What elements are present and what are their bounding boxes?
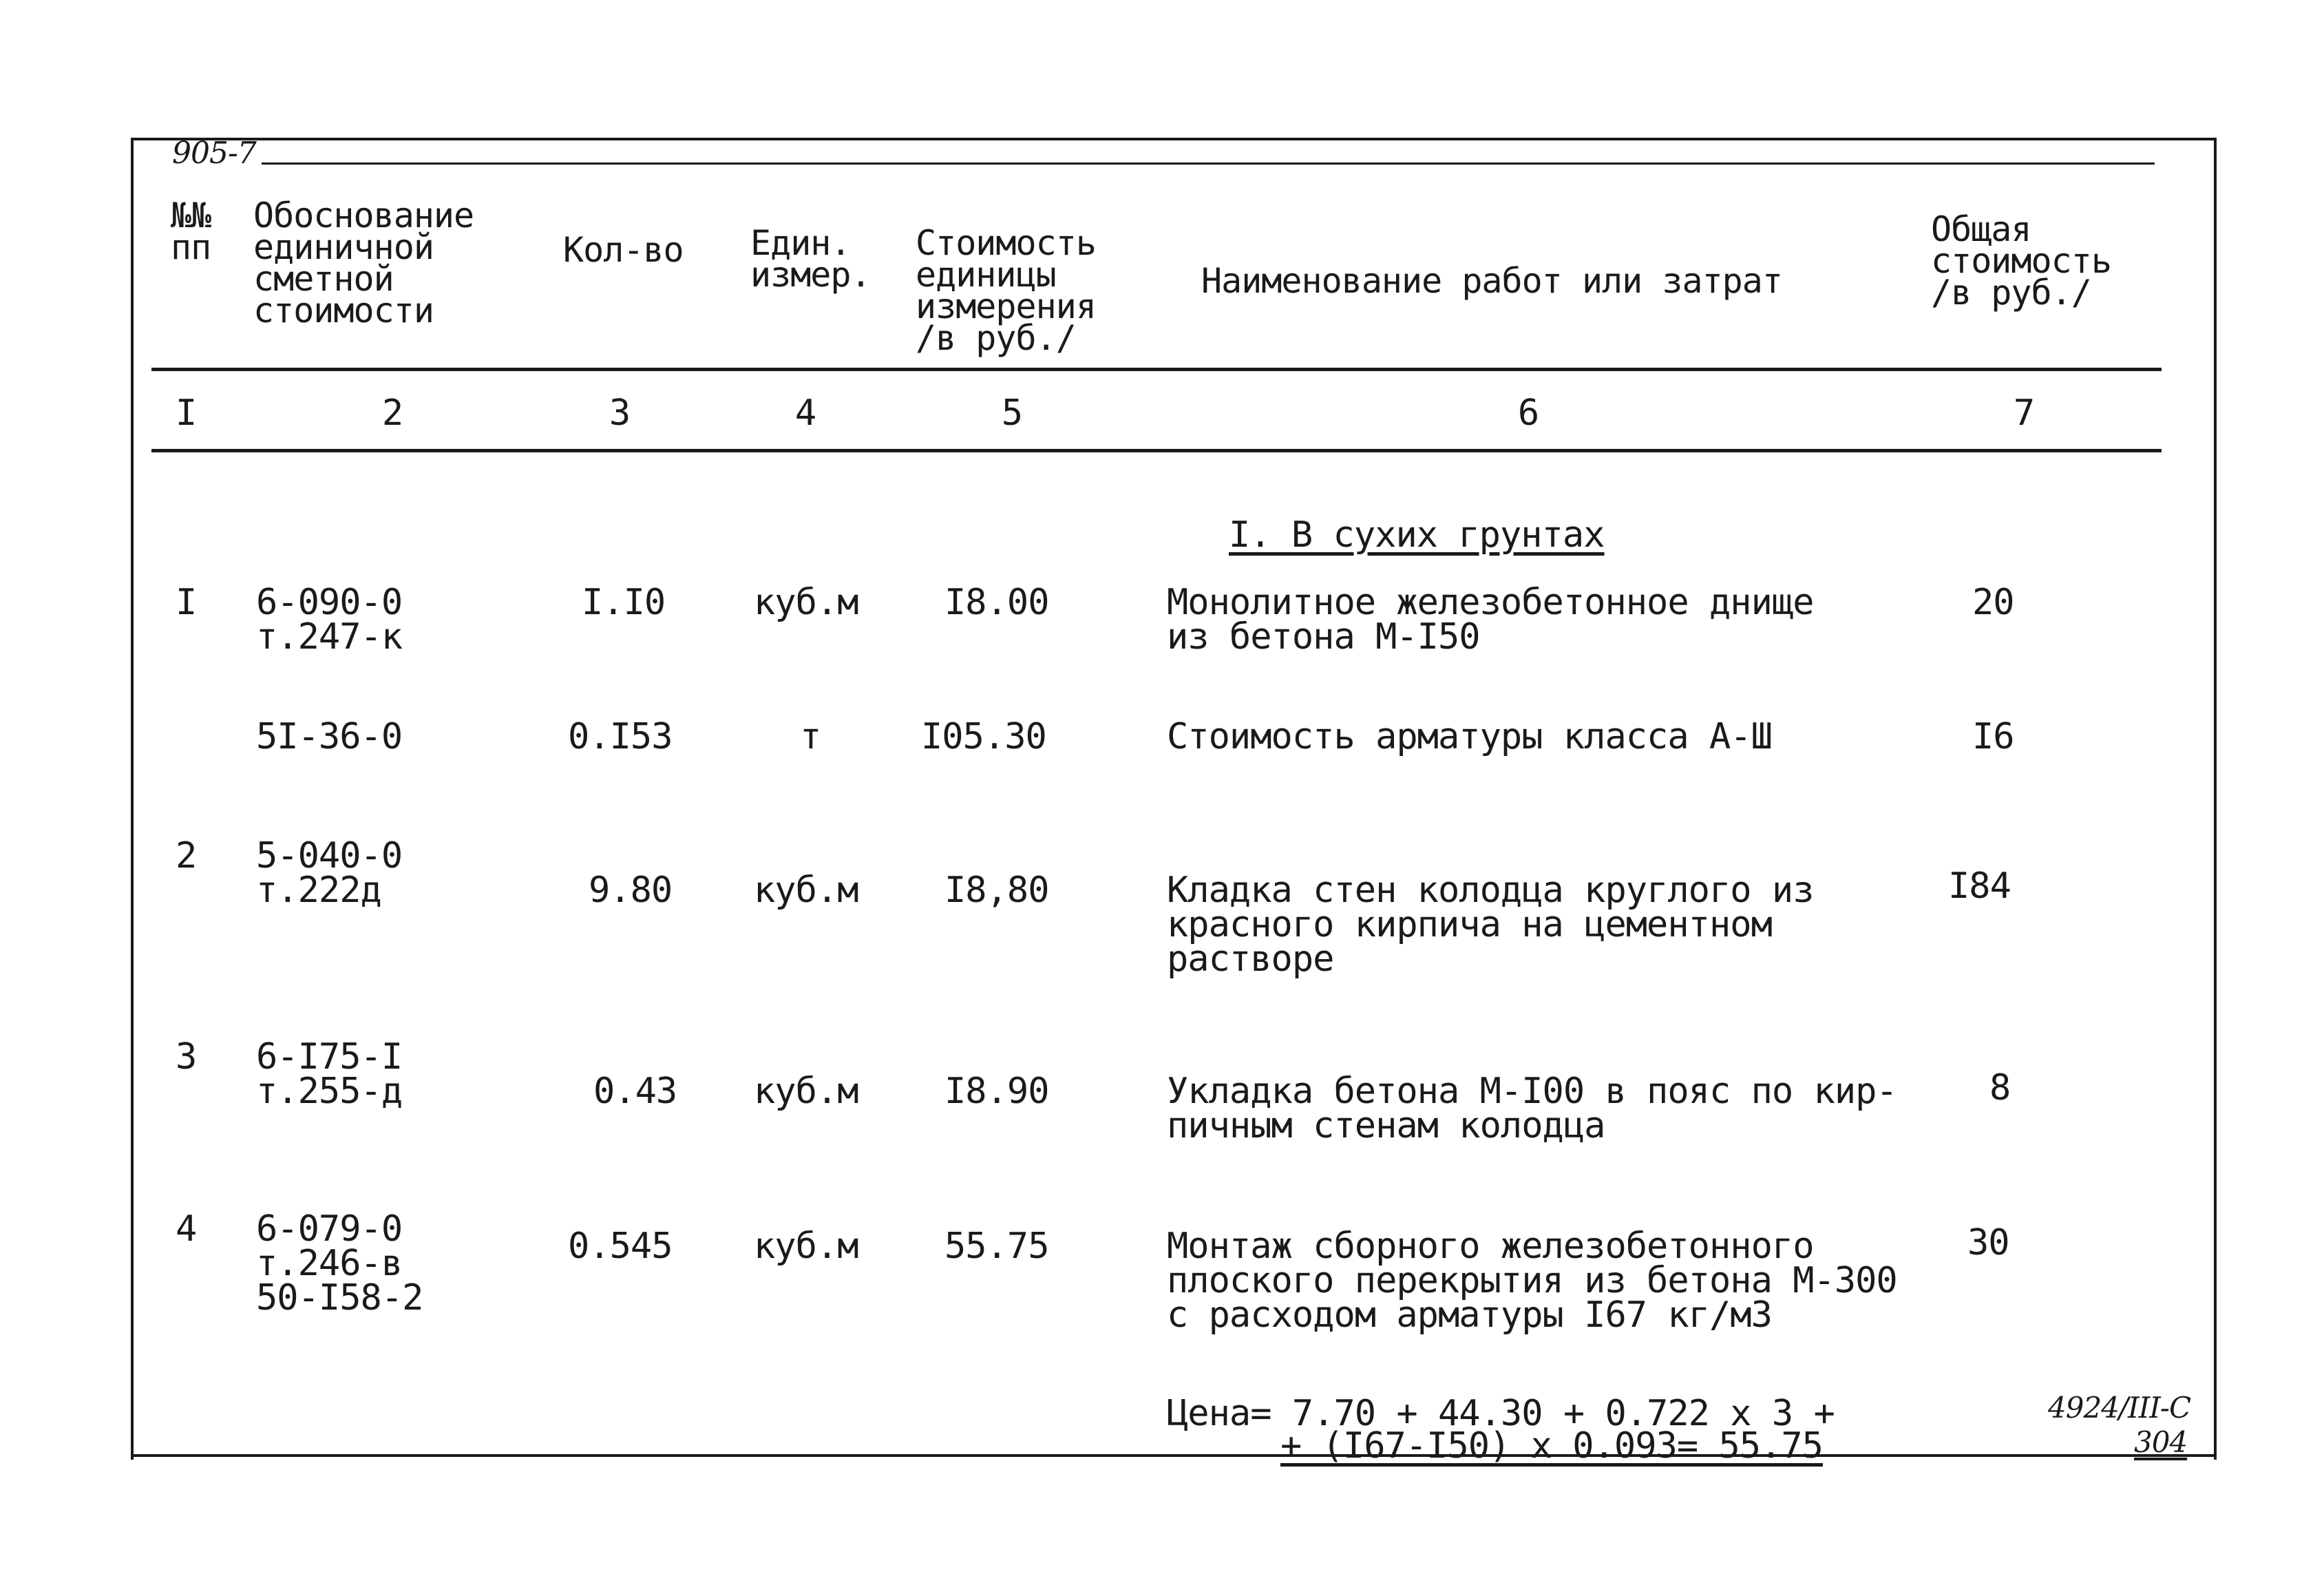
price-formula-line-2: + (I67-I50) x 0.093= 55.75	[1280, 1425, 1823, 1467]
row-1-work-name: Монолитное железобетонное днище из бетона М-I50	[1167, 582, 1814, 658]
header-col-7: Общая стоимость /в руб./	[1931, 209, 2111, 313]
row-1-quantity: I.I0	[582, 582, 666, 623]
row-2-unit-price: I8,80	[944, 870, 1049, 911]
frame-top-line-2	[262, 162, 2155, 165]
header-col-3: Кол-во	[563, 230, 684, 270]
column-number-7: 7	[2013, 392, 2035, 434]
row-3-unit: куб.м	[754, 1071, 858, 1112]
header-col-6: Наименование работ или затрат	[1201, 261, 1782, 301]
frame-left-line	[131, 138, 134, 1460]
row-4-work-name: Монтаж сборного железобетонного плоского перекрытия из бетона М-300 с расходом арматуры I67 кг/м3	[1167, 1226, 1897, 1336]
header-col-1: №№ пп	[171, 196, 211, 267]
section-title: I. В сухих грунтах	[1229, 514, 1605, 556]
frame-top-line	[131, 138, 2217, 140]
row-4-unit-price: 55.75	[944, 1226, 1049, 1267]
frame-bottom-line	[131, 1454, 2217, 1457]
header-col-2: Обоснование единичной сметной стоимости	[253, 196, 474, 330]
row-2-quantity: 9.80	[589, 870, 673, 911]
column-number-2: 2	[381, 392, 403, 434]
row-1b-unit-price: I05.30	[921, 716, 1046, 757]
column-number-5: 5	[1001, 392, 1023, 434]
row-3-basis: 6-I75-I т.255-д	[256, 1036, 403, 1112]
column-number-1: I	[175, 392, 197, 434]
row-1-total: 20	[1972, 582, 2014, 623]
row-1-number: I	[176, 582, 197, 623]
document-series-label: 905-7	[172, 136, 256, 171]
row-4-number: 4	[176, 1208, 197, 1250]
row-2-unit: куб.м	[754, 870, 858, 911]
row-1b-unit: т	[800, 716, 821, 757]
row-3-total: 8	[1989, 1067, 2011, 1109]
row-2-basis: 5-040-0 т.222д	[256, 835, 403, 911]
row-2-number: 2	[176, 835, 197, 876]
row-4-basis: 6-079-0 т.246-в 50-I58-2	[256, 1208, 423, 1319]
column-number-3: 3	[609, 392, 631, 434]
column-number-6: 6	[1517, 392, 1539, 434]
row-1b-total: I6	[1972, 716, 2014, 757]
archive-stamp-line-2: 304	[2134, 1425, 2188, 1459]
numbers-bottom-line	[151, 449, 2162, 452]
row-1b-quantity: 0.I53	[568, 716, 673, 757]
price-formula-line-1: Цена= 7.70 + 44.30 + 0.722 x 3 +	[1167, 1393, 1835, 1434]
row-3-unit-price: I8.90	[944, 1071, 1049, 1112]
row-4-unit: куб.м	[754, 1226, 858, 1267]
row-2-work-name: Кладка стен колодца круглого из красного кирпича на цементном растворе	[1167, 870, 1814, 980]
row-4-total: 30	[1967, 1222, 2009, 1263]
header-bottom-line	[151, 368, 2162, 371]
column-number-4: 4	[794, 392, 816, 434]
row-1b-work-name: Стоимость арматуры класса А-Ш	[1167, 716, 1772, 757]
header-col-4: Един. измер.	[750, 223, 871, 295]
row-2-total: I84	[1948, 865, 2011, 907]
row-1b-basis: 5I-36-0	[256, 716, 403, 757]
row-1-unit-price: I8.00	[944, 582, 1049, 623]
row-1-unit: куб.м	[754, 582, 858, 623]
header-col-5: Стоимость единицы измерения /в руб./	[916, 223, 1096, 358]
row-3-quantity: 0.43	[593, 1071, 677, 1112]
row-4-quantity: 0.545	[568, 1226, 673, 1267]
frame-right-line	[2214, 138, 2217, 1460]
row-3-work-name: Укладка бетона М-I00 в пояс по кир- пичным стенам колодца	[1167, 1071, 1897, 1146]
archive-stamp-line-1: 4924/III-С	[2048, 1391, 2191, 1425]
row-1-basis: 6-090-0 т.247-к	[256, 582, 403, 658]
row-3-number: 3	[176, 1036, 197, 1078]
